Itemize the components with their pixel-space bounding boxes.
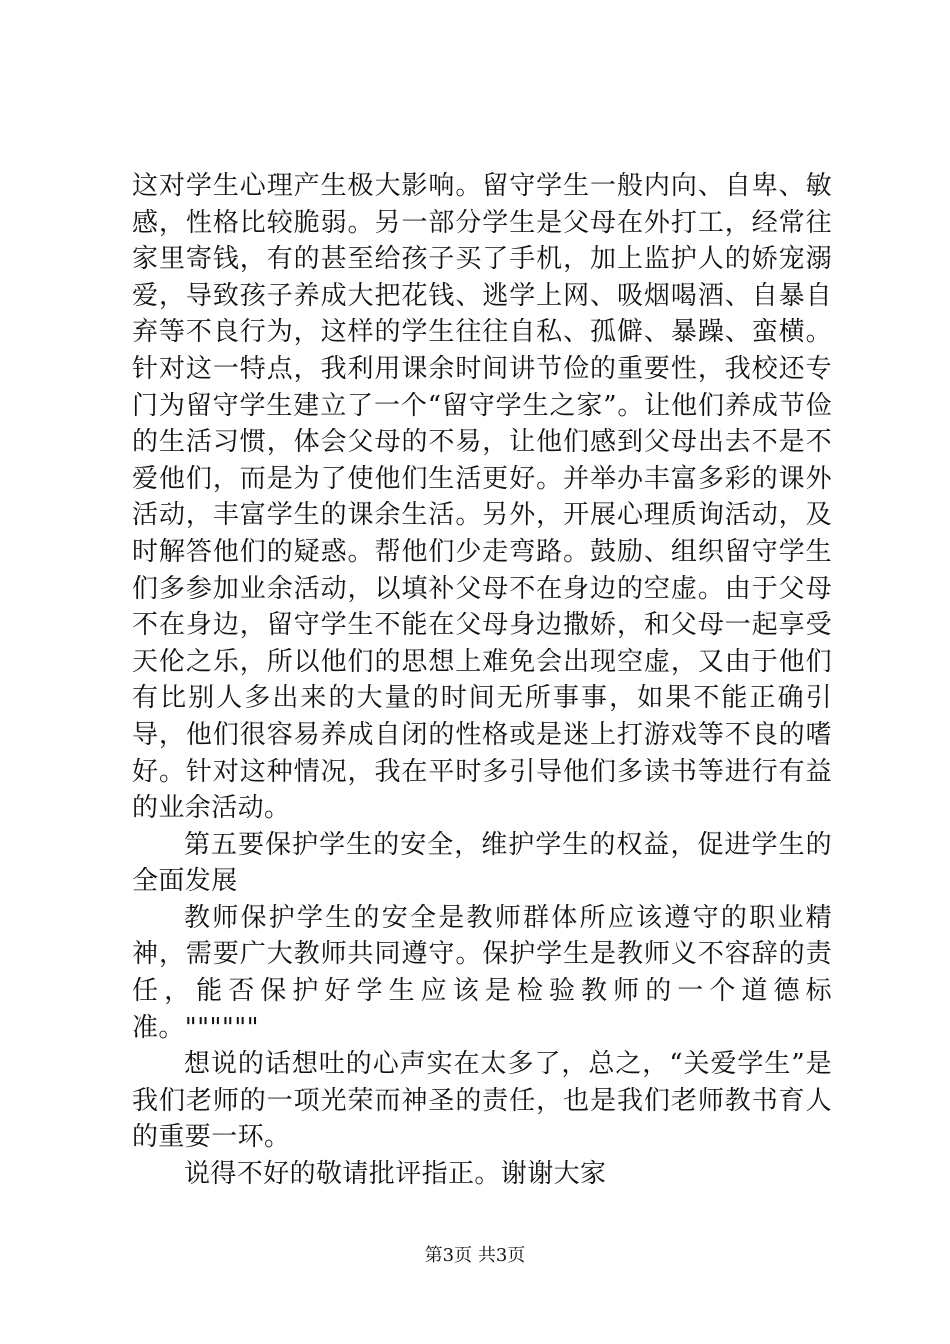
paragraph-heading-fifth: 第五要保护学生的安全，维护学生的权益，促进学生的全面发展 (132, 829, 832, 897)
paragraph-teacher-protection: 教师保护学生的安全是教师群体所应该遵守的职业精神，需要广大教师共同遵守。保护学生是教师义不容辞的责任，能否保护好学生应该是检验教师的一个道德标准。"""""" (132, 902, 832, 1043)
page-footer: 第3页 共3页 (424, 1245, 526, 1266)
paragraph-continuation: 这对学生心理产生极大影响。留守学生一般内向、自卑、敏感，性格比较脆弱。另一部分学生是父母在外打工，经常往家里寄钱，有的甚至给孩子买了手机，加上监护人的娇宠溺爱，导致孩子养成大把花钱、逃学上网、吸烟喝酒、自暴自弃等不良行为，这样的学生往往自私、孤僻、暴躁、蛮横。针对这一特点，我利用课余时间讲节俭的重要性，我校还专门为留守学生建立了一个“留守学生之家”。让他们养成节俭的生活习惯，体会父母的不易，让他们感到父母出去不是不爱他们，而是为了使他们生活更好。并举办丰富多彩的课外活动，丰富学生的课余生活。另外，开展心理质询活动，及时解答他们的疑惑。帮他们少走弯路。鼓励、组织留守学生们多参加业余活动，以填补父母不在身边的空虚。由于父母不在身边，留守学生不能在父母身边撒娇，和父母一起享受天伦之乐，所以他们的思想上难免会出现空虚，又由于他们有比别人多出来的大量的时间无所事事，如果不能正确引导，他们很容易养成自闭的性格或是迷上打游戏等不良的嗜好。针对这种情况，我在平时多引导他们多读书等进行有益的业余活动。 (132, 171, 832, 824)
paragraph-conclusion: 想说的话想吐的心声实在太多了，总之，“关爱学生”是我们老师的一项光荣而神圣的责任，也是我们老师教书育人的重要一环。 (132, 1049, 832, 1153)
document-body (132, 168, 832, 1193)
paragraph-closing: 说得不好的敬请批评指正。谢谢大家 (184, 1159, 607, 1190)
